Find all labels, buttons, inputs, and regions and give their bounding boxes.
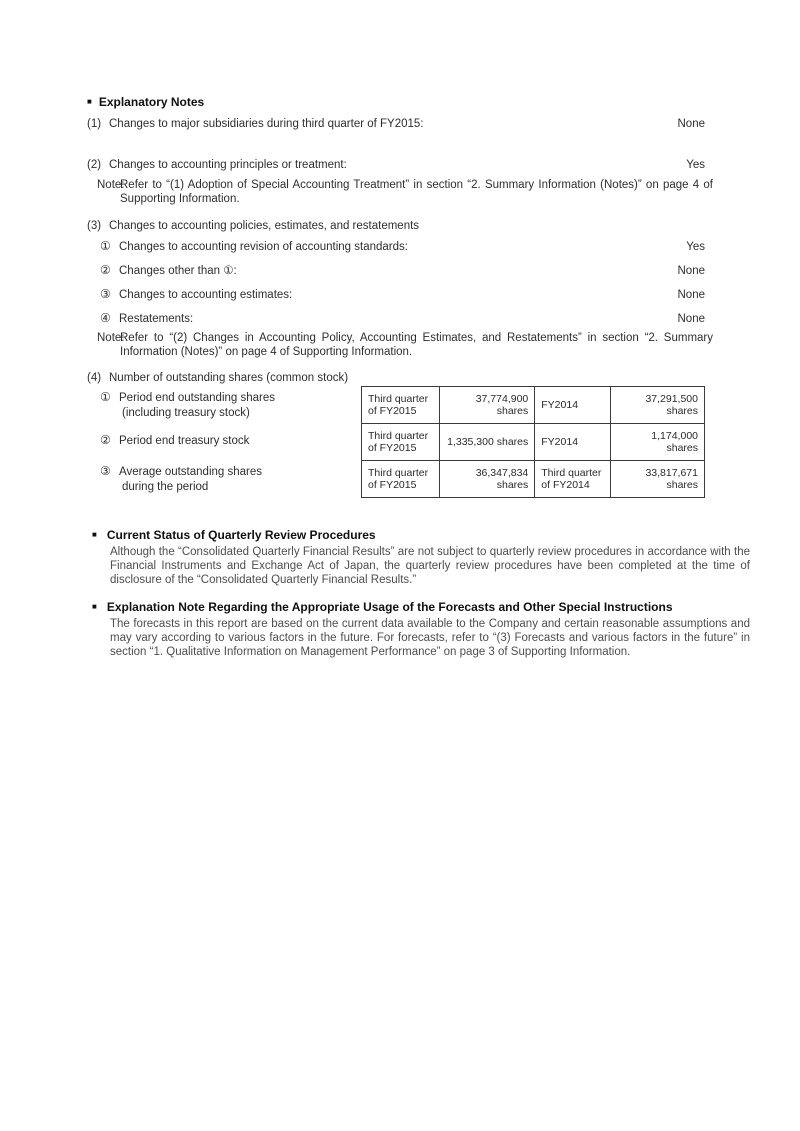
item-2-accounting-principles-row xyxy=(87,158,705,172)
circled-2-icon: ② xyxy=(100,263,111,277)
section-title: Explanation Note Regarding the Appropriate Usage of the Forecasts and Other Special Instructions xyxy=(106,600,673,614)
shares-block xyxy=(87,386,705,498)
table-cell-value: 1,335,300 shares xyxy=(439,424,535,461)
label-line-1: Average outstanding shares xyxy=(119,466,262,478)
shares-table xyxy=(361,386,705,498)
item-1-subsidiaries-row xyxy=(87,117,705,131)
share-label-average xyxy=(87,460,361,497)
table-cell-value: 33,817,671 shares xyxy=(611,461,705,498)
sub-item-text: Changes other than ①: xyxy=(119,265,237,277)
forecast-usage-body: The forecasts in this report are based on the current data available to the Company and certain reasonable assumptions and may vary according to various factors in the future. For forecasts, refer to “(3) Forecasts and various factors in the future” in section “1. Qualitative Information on Management Performance” on page 3 of Supporting Information. xyxy=(110,618,750,658)
table-row xyxy=(362,424,705,461)
review-procedures-section xyxy=(92,528,750,587)
circled-4-icon: ④ xyxy=(100,311,111,325)
share-label-text xyxy=(119,465,262,497)
table-cell-value: 36,347,834 shares xyxy=(439,461,535,498)
sub-item-restatements xyxy=(87,312,705,326)
item-text: Number of outstanding shares (common stock) xyxy=(109,372,349,384)
item-2-note xyxy=(87,178,713,206)
circled-1-icon: ① xyxy=(100,239,111,253)
table-cell-value: 37,774,900 shares xyxy=(439,387,535,424)
item-number: (2) xyxy=(87,159,102,171)
table-row xyxy=(362,387,705,424)
item-3-note xyxy=(87,331,713,359)
note-label: Note: xyxy=(97,332,125,344)
item-4-shares-row xyxy=(87,371,705,385)
square-bullet-icon: ■ xyxy=(92,530,97,539)
sub-item-value: Yes xyxy=(686,241,705,253)
circled-1-icon: ① xyxy=(100,390,111,404)
item-text: Changes to accounting principles or treatment: xyxy=(109,159,347,171)
label-line-2: (including treasury stock) xyxy=(122,407,250,419)
forecast-usage-section xyxy=(92,600,750,659)
item-number: (1) xyxy=(87,118,102,130)
sub-item-text: Restatements: xyxy=(119,313,194,325)
square-bullet-icon: ■ xyxy=(87,97,92,106)
item-number: (3) xyxy=(87,220,102,232)
sub-item-value: None xyxy=(677,289,705,301)
share-label-text xyxy=(119,434,249,460)
table-cell-period: FY2014 xyxy=(535,424,611,461)
circled-3-icon: ③ xyxy=(100,287,111,301)
label-line-2: during the period xyxy=(122,481,209,493)
section-title: Explanatory Notes xyxy=(98,95,205,109)
square-bullet-icon: ■ xyxy=(92,602,97,611)
table-cell-period: Third quarter of FY2014 xyxy=(535,461,611,498)
table-cell-period: FY2014 xyxy=(535,387,611,424)
note-text: Refer to “(1) Adoption of Special Accounting Treatment” in section “2. Summary Information (Notes)” on page 4 of Supporting Information. xyxy=(120,179,713,205)
sub-item-text: Changes to accounting revision of accounting standards: xyxy=(119,241,408,253)
note-text: Refer to “(2) Changes in Accounting Policy, Accounting Estimates, and Restatements” in section “2. Summary Information (Notes)” on page 4 of Supporting Information. xyxy=(120,332,713,358)
share-label-text xyxy=(119,391,275,423)
sub-item-text: Changes to accounting estimates: xyxy=(119,289,293,301)
shares-labels-column xyxy=(87,386,361,498)
table-cell-period: Third quarter of FY2015 xyxy=(362,424,440,461)
table-cell-period: Third quarter of FY2015 xyxy=(362,387,440,424)
item-number: (4) xyxy=(87,372,102,384)
explanatory-notes-section xyxy=(87,95,713,498)
label-line-1: Period end outstanding shares xyxy=(119,392,275,404)
item-text: Changes to accounting policies, estimates, and restatements xyxy=(109,220,420,232)
share-label-outstanding xyxy=(87,386,361,423)
table-cell-value: 37,291,500 shares xyxy=(611,387,705,424)
sub-item-value: None xyxy=(677,265,705,277)
label-line-1: Period end treasury stock xyxy=(119,435,250,447)
sub-item-other-changes xyxy=(87,264,705,278)
forecast-usage-heading xyxy=(92,600,750,614)
review-procedures-heading xyxy=(92,528,750,542)
review-procedures-body: Although the “Consolidated Quarterly Financial Results” are not subject to quarterly review procedures in accordance with the Financial Instruments and Exchange Act of Japan, the quarterly review procedures have been completed at the time of disclosure of the “Consolidated Quarterly Financial Results.” xyxy=(110,546,750,586)
circled-2-icon: ② xyxy=(100,433,111,447)
item-value: Yes xyxy=(686,159,705,171)
sub-item-standards-revision xyxy=(87,240,705,254)
section-title: Current Status of Quarterly Review Procedures xyxy=(106,528,376,542)
item-text: Changes to major subsidiaries during third quarter of FY2015: xyxy=(109,118,424,130)
share-label-treasury xyxy=(87,423,361,460)
explanatory-notes-heading xyxy=(87,95,705,109)
note-label: Note: xyxy=(97,179,125,191)
item-3-policies-row xyxy=(87,219,705,233)
sub-item-value: None xyxy=(677,313,705,325)
circled-3-icon: ③ xyxy=(100,464,111,478)
table-cell-value: 1,174,000 shares xyxy=(611,424,705,461)
item-value: None xyxy=(677,118,705,130)
table-row xyxy=(362,461,705,498)
table-cell-period: Third quarter of FY2015 xyxy=(362,461,440,498)
sub-item-estimates xyxy=(87,288,705,302)
